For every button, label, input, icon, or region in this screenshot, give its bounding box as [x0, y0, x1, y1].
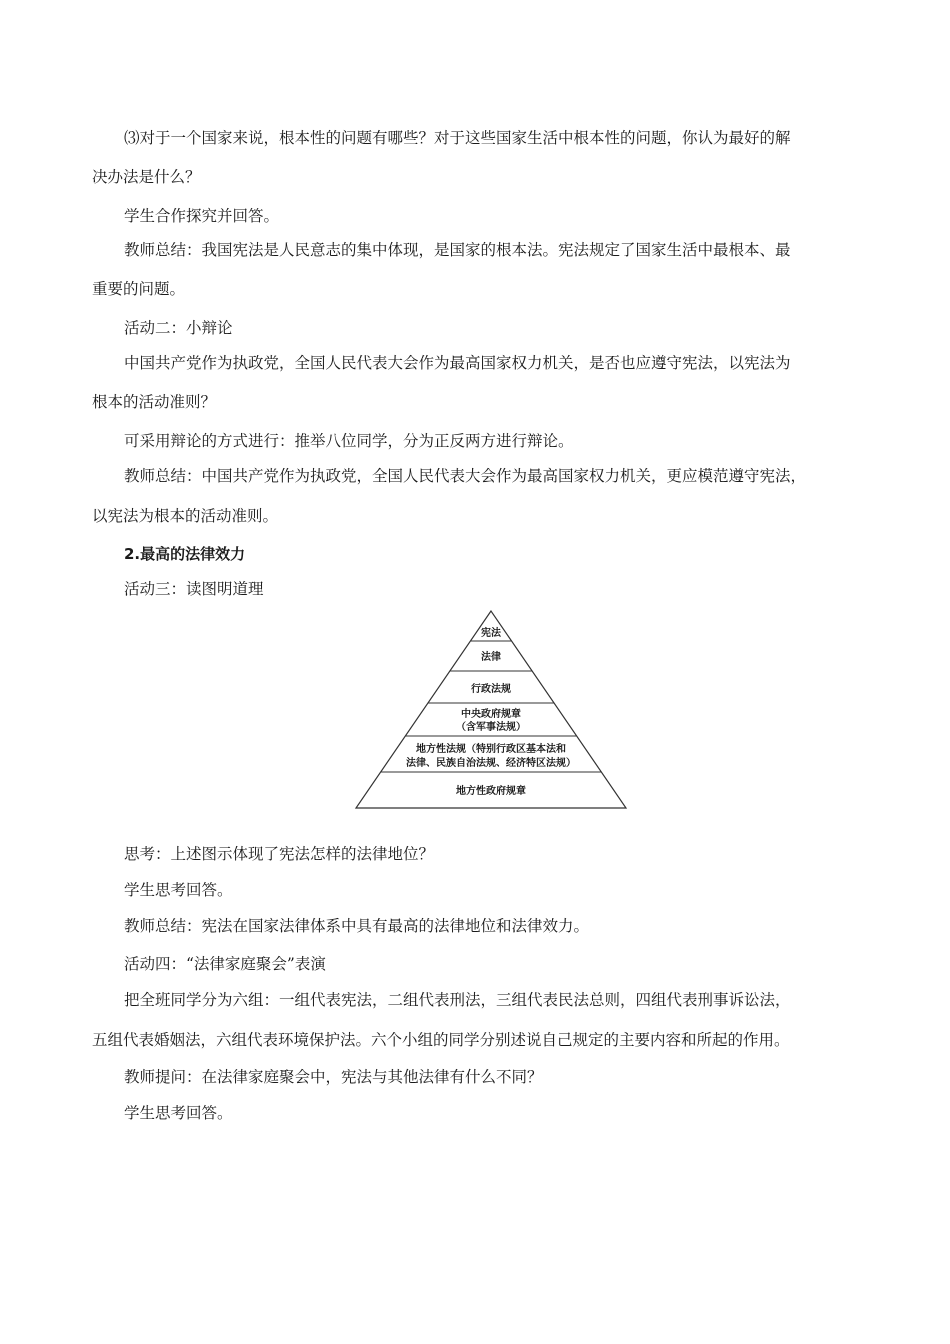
pyramid-level-local-regulations: 地方性法规（特别行政区基本法和 — [416, 744, 566, 755]
pyramid-level-central-rules: 中央政府规章 — [461, 709, 521, 720]
teacher-summary-2-line-2: 以宪法为根本的活动准则。 — [92, 507, 279, 525]
student-answer-3: 学生思考回答。 — [124, 1104, 233, 1122]
pyramid-level-constitution: 宪法 — [481, 628, 501, 639]
teacher-question: 教师提问：在法律家庭聚会中，宪法与其他法律有什么不同？ — [124, 1068, 543, 1086]
activity-2-title: 活动二：小辩论 — [124, 319, 233, 337]
pyramid-level-administrative-regulations: 行政法规 — [471, 684, 511, 695]
pyramid-level-law: 法律 — [481, 652, 501, 663]
activity-4-line-1: 把全班同学分为六组：一组代表宪法，二组代表刑法，三组代表民法总则，四组代表刑事诉讼法， — [124, 991, 791, 1009]
activity-3-title: 活动三：读图明道理 — [124, 580, 264, 598]
student-answer-2: 学生思考回答。 — [124, 881, 233, 899]
pyramid-level-local-regulations-note: 法律、民族自治法规、经济特区法规） — [406, 758, 576, 769]
teacher-summary-1-line-1: 教师总结：我国宪法是人民意志的集中体现，是国家的根本法。宪法规定了国家生活中最根本、最 — [124, 241, 791, 259]
activity-4-title: 活动四：“法律家庭聚会”表演 — [124, 955, 326, 973]
legal-hierarchy-pyramid — [352, 608, 630, 812]
teacher-summary-2-line-1: 教师总结：中国共产党作为执政党，全国人民代表大会作为最高国家权力机关，更应模范遵守宪法， — [124, 467, 807, 485]
teacher-summary-1-line-2: 重要的问题。 — [92, 280, 186, 298]
question-3-line-2: 决办法是什么？ — [92, 168, 201, 186]
student-answer-1: 学生合作探究并回答。 — [124, 207, 280, 225]
pyramid-level-local-government-rules: 地方性政府规章 — [456, 786, 526, 797]
pyramid-level-central-rules-note: （含军事法规） — [456, 722, 526, 733]
teacher-summary-3: 教师总结：宪法在国家法律体系中具有最高的法律地位和法律效力。 — [124, 917, 590, 935]
question-3-line-1: ⑶对于一个国家来说，根本性的问题有哪些？对于这些国家生活中根本性的问题，你认为最好的解 — [124, 129, 791, 147]
debate-method: 可采用辩论的方式进行：推举八位同学，分为正反两方进行辩论。 — [124, 432, 574, 450]
activity-2-line-2: 根本的活动准则？ — [92, 393, 217, 411]
activity-2-line-1: 中国共产党作为执政党，全国人民代表大会作为最高国家权力机关，是否也应遵守宪法，以宪法为 — [124, 354, 791, 372]
activity-4-line-2: 五组代表婚姻法，六组代表环境保护法。六个小组的同学分别述说自己规定的主要内容和所起的作用。 — [92, 1031, 790, 1049]
think-question: 思考：上述图示体现了宪法怎样的法律地位？ — [124, 845, 435, 863]
section-2-heading: 2.最高的法律效力 — [124, 545, 246, 563]
